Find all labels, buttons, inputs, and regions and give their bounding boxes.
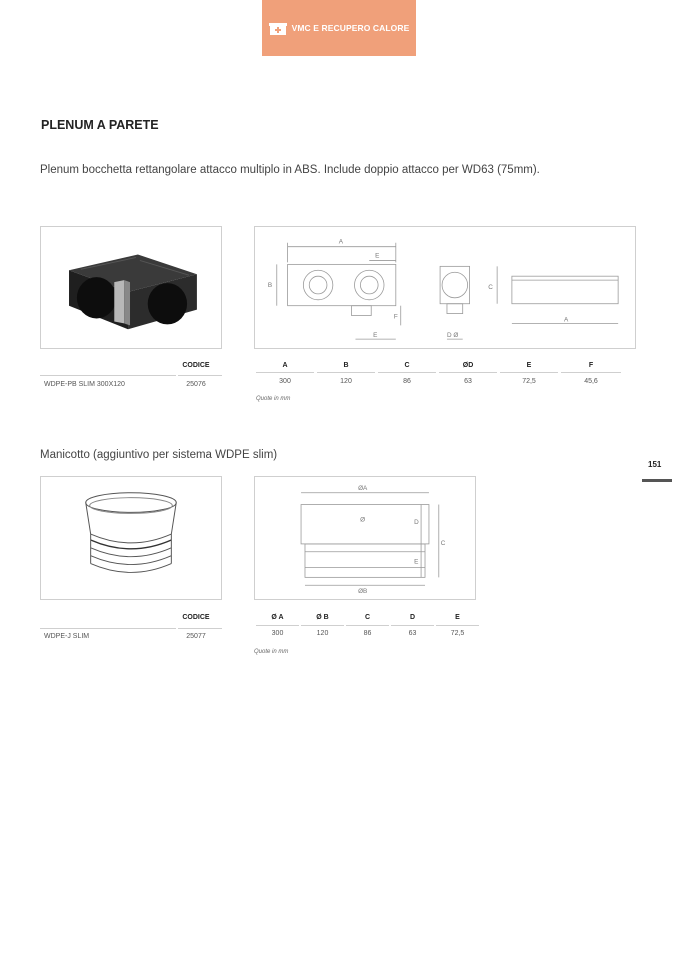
table-rule (436, 625, 479, 626)
sleeve-photo-icon (41, 477, 221, 599)
dim-header: ØD (462, 362, 474, 369)
table-rule (256, 372, 314, 373)
dim-label-diam-b: ØB (358, 588, 368, 596)
dim-label-c: C (488, 283, 493, 291)
dim-header: D (409, 614, 416, 621)
dim-label-b: B (267, 282, 273, 290)
dim-label-f: F (393, 313, 398, 321)
dim-value: 120 (316, 630, 329, 637)
technical-drawing-sleeve (254, 476, 476, 600)
dim-header: C (364, 614, 371, 621)
product-name: WDPE-PB SLIM 300X120 (44, 381, 125, 388)
product-photo-plenum (40, 226, 222, 349)
dim-header: Ø B (316, 614, 329, 621)
dim-header: E (526, 362, 532, 369)
dim-header: F (588, 362, 594, 369)
units-note: Quote in mm (254, 649, 289, 655)
dim-header: A (282, 362, 288, 369)
dim-value: 86 (363, 630, 372, 637)
house-plus-icon (269, 21, 287, 35)
dim-value: 72,5 (522, 378, 536, 385)
product-description: Plenum bocchetta rettangolare attacco multiplo in ABS. Include doppio attacco per WD63 (75mm). (40, 164, 540, 176)
dim-label-e-bottom: E (373, 332, 378, 340)
dim-value: 120 (340, 378, 352, 385)
product-photo-sleeve (40, 476, 222, 600)
dim-header: C (404, 362, 410, 369)
dim-value: 63 (464, 378, 472, 385)
dim-header: Ø A (271, 614, 284, 621)
table-rule (301, 625, 344, 626)
table-rule (391, 625, 434, 626)
dim-label-d-ring: D Ø (446, 332, 459, 340)
table-rule (317, 372, 375, 373)
dim-label-e: E (414, 558, 419, 566)
dim-value: 300 (279, 378, 291, 385)
code-header: CODICE (182, 614, 210, 621)
dim-label-e: E (375, 252, 380, 260)
table-rule (178, 628, 222, 629)
table-rule (256, 625, 299, 626)
dim-header: E (455, 614, 460, 621)
tab-label: VMC E RECUPERO CALORE (291, 23, 410, 33)
dim-value: 45,6 (584, 378, 598, 385)
product-code: 25076 (186, 381, 206, 388)
page-number-bar (642, 479, 672, 482)
units-note: Quote in mm (256, 396, 291, 402)
table-rule (500, 372, 558, 373)
table-rule (40, 628, 176, 629)
dim-label-a-top: A (564, 316, 569, 324)
plenum-photo-icon (41, 227, 221, 348)
dim-value: 63 (408, 630, 417, 637)
dim-header: B (343, 362, 349, 369)
code-header: CODICE (182, 362, 210, 369)
section-title: PLENUM A PARETE (41, 118, 159, 132)
dim-label-diam-a: ØA (358, 484, 368, 492)
table-rule (439, 372, 497, 373)
table-rule (378, 372, 436, 373)
dim-label-c: C (440, 539, 446, 547)
table-rule (40, 375, 176, 376)
dim-value: 72,5 (450, 630, 465, 637)
table-rule (178, 375, 222, 376)
table-rule (346, 625, 389, 626)
product-name: WDPE-J SLIM (44, 633, 90, 640)
page-number: 151 (648, 460, 662, 469)
dim-label-d: D (414, 519, 419, 527)
dim-value: 300 (271, 630, 284, 637)
technical-drawing-plenum (254, 226, 636, 349)
dim-value: 86 (403, 378, 411, 385)
product-description-2: Manicotto (aggiuntivo per sistema WDPE slim) (40, 449, 278, 461)
product-code: 25077 (186, 633, 206, 640)
table-rule (561, 372, 621, 373)
section-tab (262, 0, 416, 56)
dim-label-center: Ø (360, 516, 366, 524)
dim-label-a: A (338, 238, 344, 246)
